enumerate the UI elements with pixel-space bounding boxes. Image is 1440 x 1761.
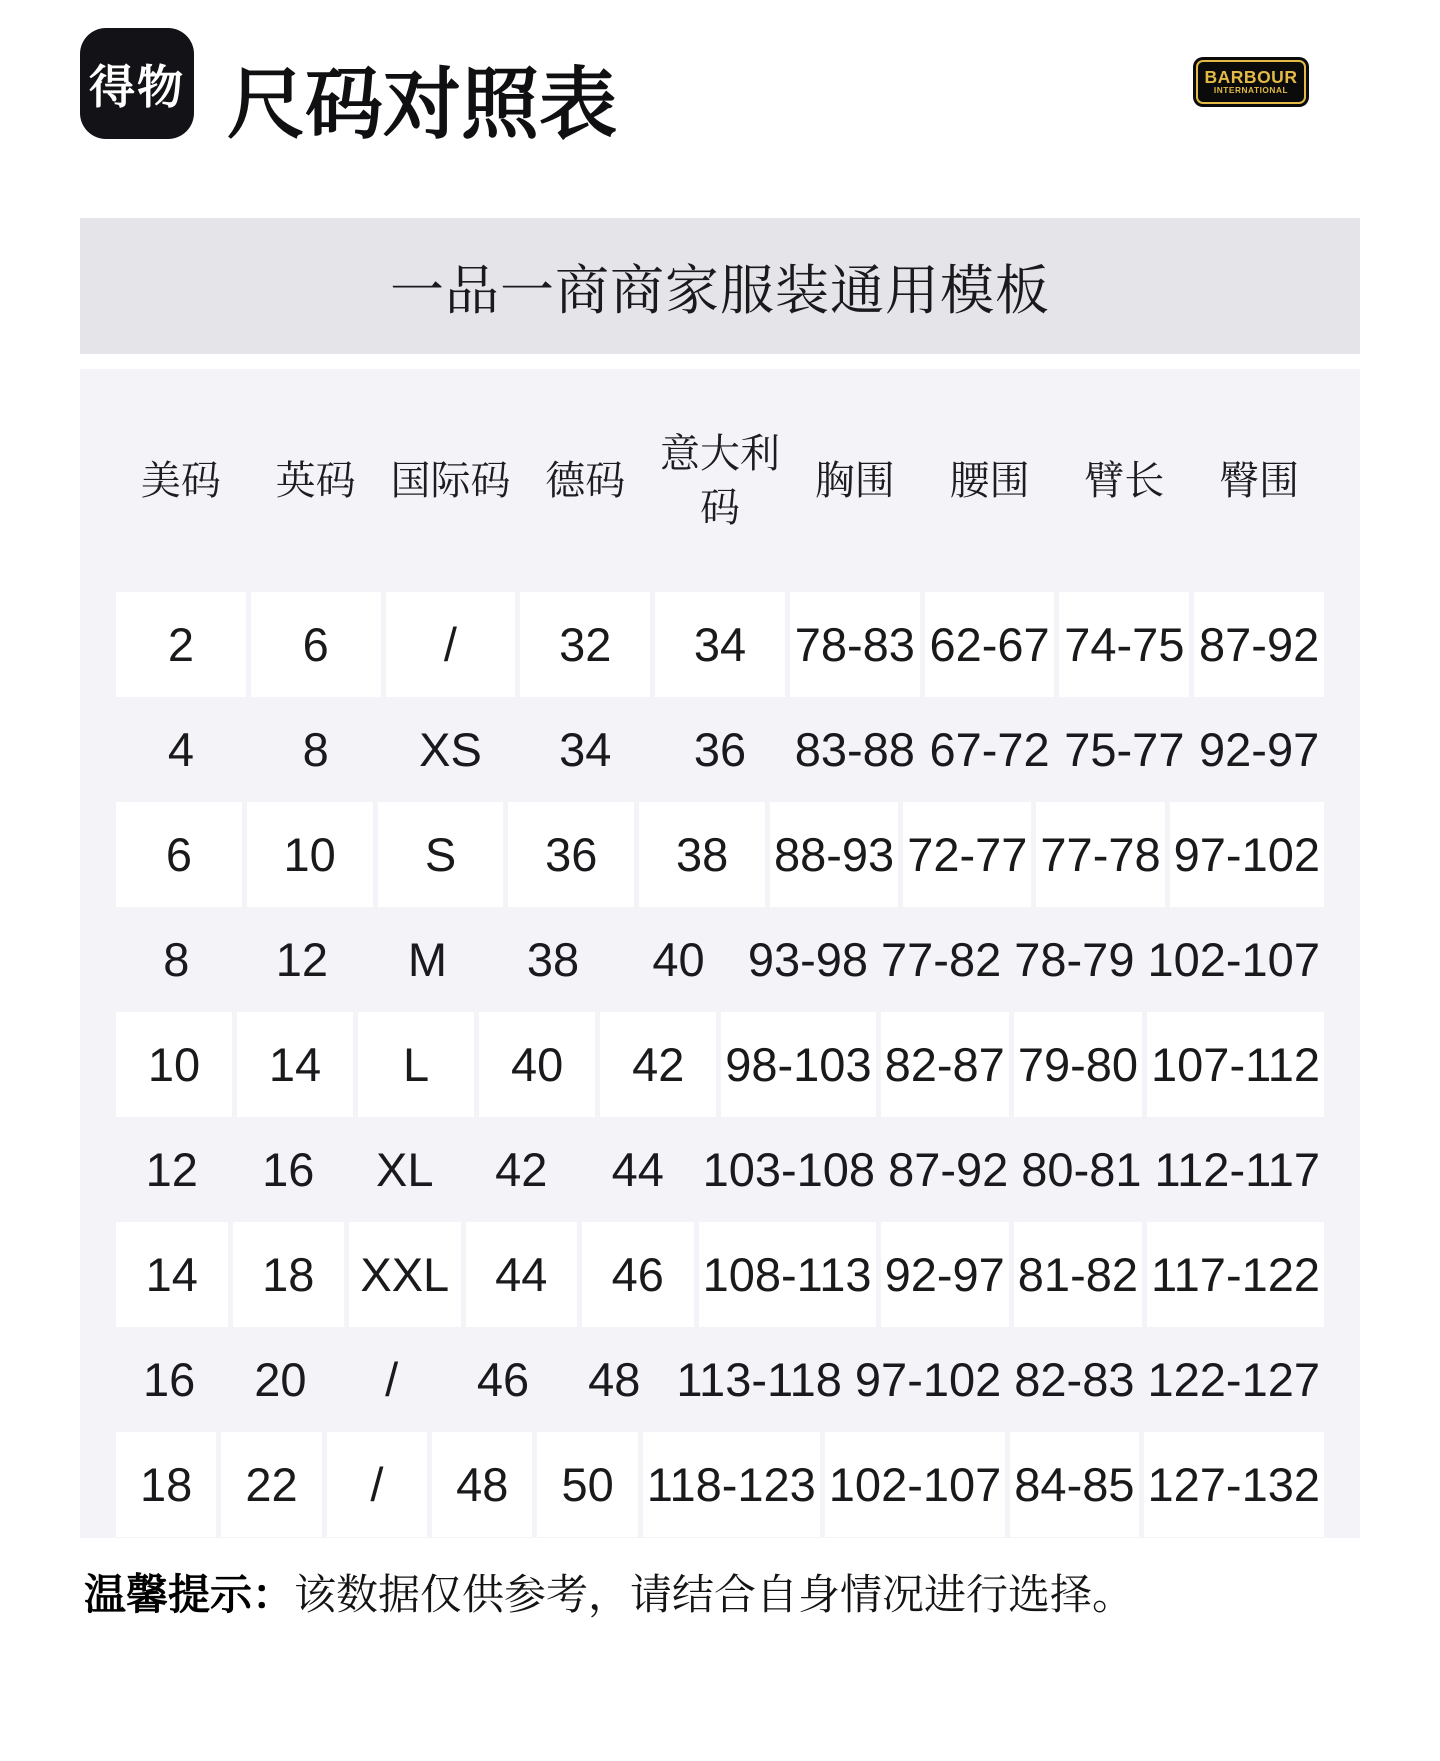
dewu-logo — [80, 28, 194, 139]
table-cell: 108-113 — [699, 1222, 876, 1327]
table-cell: 77-78 — [1036, 802, 1164, 907]
table-cell: 16 — [143, 1352, 196, 1406]
table-cell: 10 — [247, 802, 373, 907]
table-cell: 18 — [116, 1432, 216, 1537]
table-cell: 82-87 — [881, 1012, 1009, 1117]
table-cell: XXL — [349, 1222, 461, 1327]
table-cell: 122-127 — [1147, 1352, 1320, 1406]
table-cell: 77-82 — [881, 932, 1002, 986]
table-cell: 87-92 — [1194, 592, 1324, 697]
table-row — [116, 1222, 1324, 1327]
badge-sub-text: INTERNATIONAL — [1213, 85, 1289, 96]
header-cell: 国际码 — [390, 458, 511, 503]
table-cell: / — [327, 1432, 427, 1537]
table-cell: 117-122 — [1147, 1222, 1324, 1327]
table-cell: 81-82 — [1014, 1222, 1142, 1327]
footer-note-text: 该数据仅供参考，请结合自身情况进行选择。 — [294, 1571, 1135, 1618]
table-cell: XS — [419, 722, 482, 776]
badge-brand-text: BARBOUR — [1204, 66, 1298, 87]
table-row — [116, 907, 1324, 1012]
table-cell: 36 — [693, 722, 747, 776]
table-cell: 8 — [302, 722, 329, 776]
table-cell: 42 — [600, 1012, 716, 1117]
table-cell: / — [386, 592, 516, 697]
table-cell: 6 — [251, 592, 381, 697]
table-cell: 92-97 — [1199, 722, 1320, 776]
table-cell: 72-77 — [903, 802, 1031, 907]
table-cell: 112-117 — [1154, 1142, 1321, 1196]
dewu-logo-text: 得物 — [89, 60, 185, 113]
table-row — [116, 1117, 1324, 1222]
table-cell: S — [378, 802, 504, 907]
table-cell: 34 — [655, 592, 785, 697]
table-cell: 113-118 — [676, 1352, 842, 1406]
table-row — [116, 1327, 1324, 1432]
table-cell: 84-85 — [1010, 1432, 1138, 1537]
footer-note — [84, 1566, 1134, 1625]
header-cell: 胸围 — [814, 458, 895, 503]
header-cell: 美码 — [140, 458, 221, 503]
table-cell: 82-83 — [1014, 1352, 1135, 1406]
table-cell: 20 — [254, 1352, 307, 1406]
table-cell: 98-103 — [721, 1012, 875, 1117]
table-cell: 14 — [237, 1012, 353, 1117]
table-cell: 93-98 — [747, 932, 869, 986]
table-cell: 118-123 — [643, 1432, 820, 1537]
table-cell: 50 — [537, 1432, 637, 1537]
table-cell: 40 — [479, 1012, 595, 1117]
table-cell: 14 — [116, 1222, 228, 1327]
header-cell: 腰围 — [949, 458, 1030, 503]
table-cell: 103-108 — [702, 1142, 876, 1196]
table-cell: 48 — [432, 1432, 532, 1537]
table-cell: 127-132 — [1144, 1432, 1325, 1537]
table-cell: XL — [376, 1142, 434, 1196]
table-cell: 12 — [145, 1142, 198, 1196]
table-cell: 42 — [495, 1142, 548, 1196]
table-cell: 34 — [559, 722, 612, 776]
table-cell: 36 — [508, 802, 634, 907]
header-cell: 臂长 — [1084, 458, 1165, 503]
table-cell: 92-97 — [881, 1222, 1009, 1327]
table-cell: 38 — [526, 932, 580, 986]
table-row — [116, 592, 1324, 697]
table-row — [116, 802, 1324, 907]
banner-title: 一品一商商家服装通用模板 — [390, 260, 1050, 321]
table-cell: L — [358, 1012, 474, 1117]
table-cell: 18 — [233, 1222, 345, 1327]
table-cell: 107-112 — [1147, 1012, 1324, 1117]
table-cell: / — [385, 1352, 399, 1406]
table-cell: 44 — [611, 1142, 664, 1196]
table-cell: 44 — [466, 1222, 578, 1327]
table-cell: 79-80 — [1014, 1012, 1142, 1117]
table-cell: 87-92 — [888, 1142, 1009, 1196]
table-cell: 48 — [588, 1352, 641, 1406]
table-cell: 97-102 — [1170, 802, 1324, 907]
table-cell: 88-93 — [770, 802, 898, 907]
table-row — [116, 369, 1324, 592]
table-cell: 75-77 — [1064, 722, 1185, 776]
header-cell: 德码 — [545, 458, 626, 503]
table-cell: 22 — [221, 1432, 321, 1537]
table-cell: 67-72 — [929, 722, 1050, 776]
table-cell: 38 — [639, 802, 765, 907]
table-cell: M — [407, 932, 447, 986]
table-cell: 16 — [262, 1142, 315, 1196]
page-title: 尺码对照表 — [227, 60, 618, 148]
table-row — [116, 697, 1324, 802]
table-cell: 83-88 — [794, 722, 915, 776]
header-cell: 意大利码 — [660, 431, 781, 530]
table-cell: 32 — [520, 592, 650, 697]
size-table — [80, 369, 1360, 1538]
footer-note-label: 温馨提示： — [84, 1571, 295, 1618]
barbour-badge — [1193, 57, 1309, 107]
table-cell: 78-83 — [790, 592, 920, 697]
table-row — [116, 1012, 1324, 1117]
table-cell: 46 — [582, 1222, 694, 1327]
table-cell: 46 — [476, 1352, 530, 1406]
header-cell: 臀围 — [1219, 458, 1300, 503]
table-cell: 2 — [116, 592, 246, 697]
table-cell: 102-107 — [1147, 932, 1320, 986]
table-cell: 8 — [163, 932, 190, 986]
table-cell: 78-79 — [1014, 932, 1135, 986]
table-row — [116, 1432, 1324, 1537]
table-cell: 10 — [116, 1012, 232, 1117]
table-cell: 62-67 — [925, 592, 1055, 697]
table-cell: 80-81 — [1021, 1142, 1142, 1196]
table-cell: 97-102 — [854, 1352, 1002, 1406]
table-cell: 6 — [116, 802, 242, 907]
table-cell: 40 — [652, 932, 705, 986]
table-cell: 12 — [275, 932, 328, 986]
header-cell: 英码 — [275, 458, 356, 503]
template-banner — [80, 218, 1360, 354]
table-cell: 102-107 — [825, 1432, 1006, 1537]
table-cell: 74-75 — [1059, 592, 1189, 697]
table-cell: 4 — [167, 722, 194, 776]
